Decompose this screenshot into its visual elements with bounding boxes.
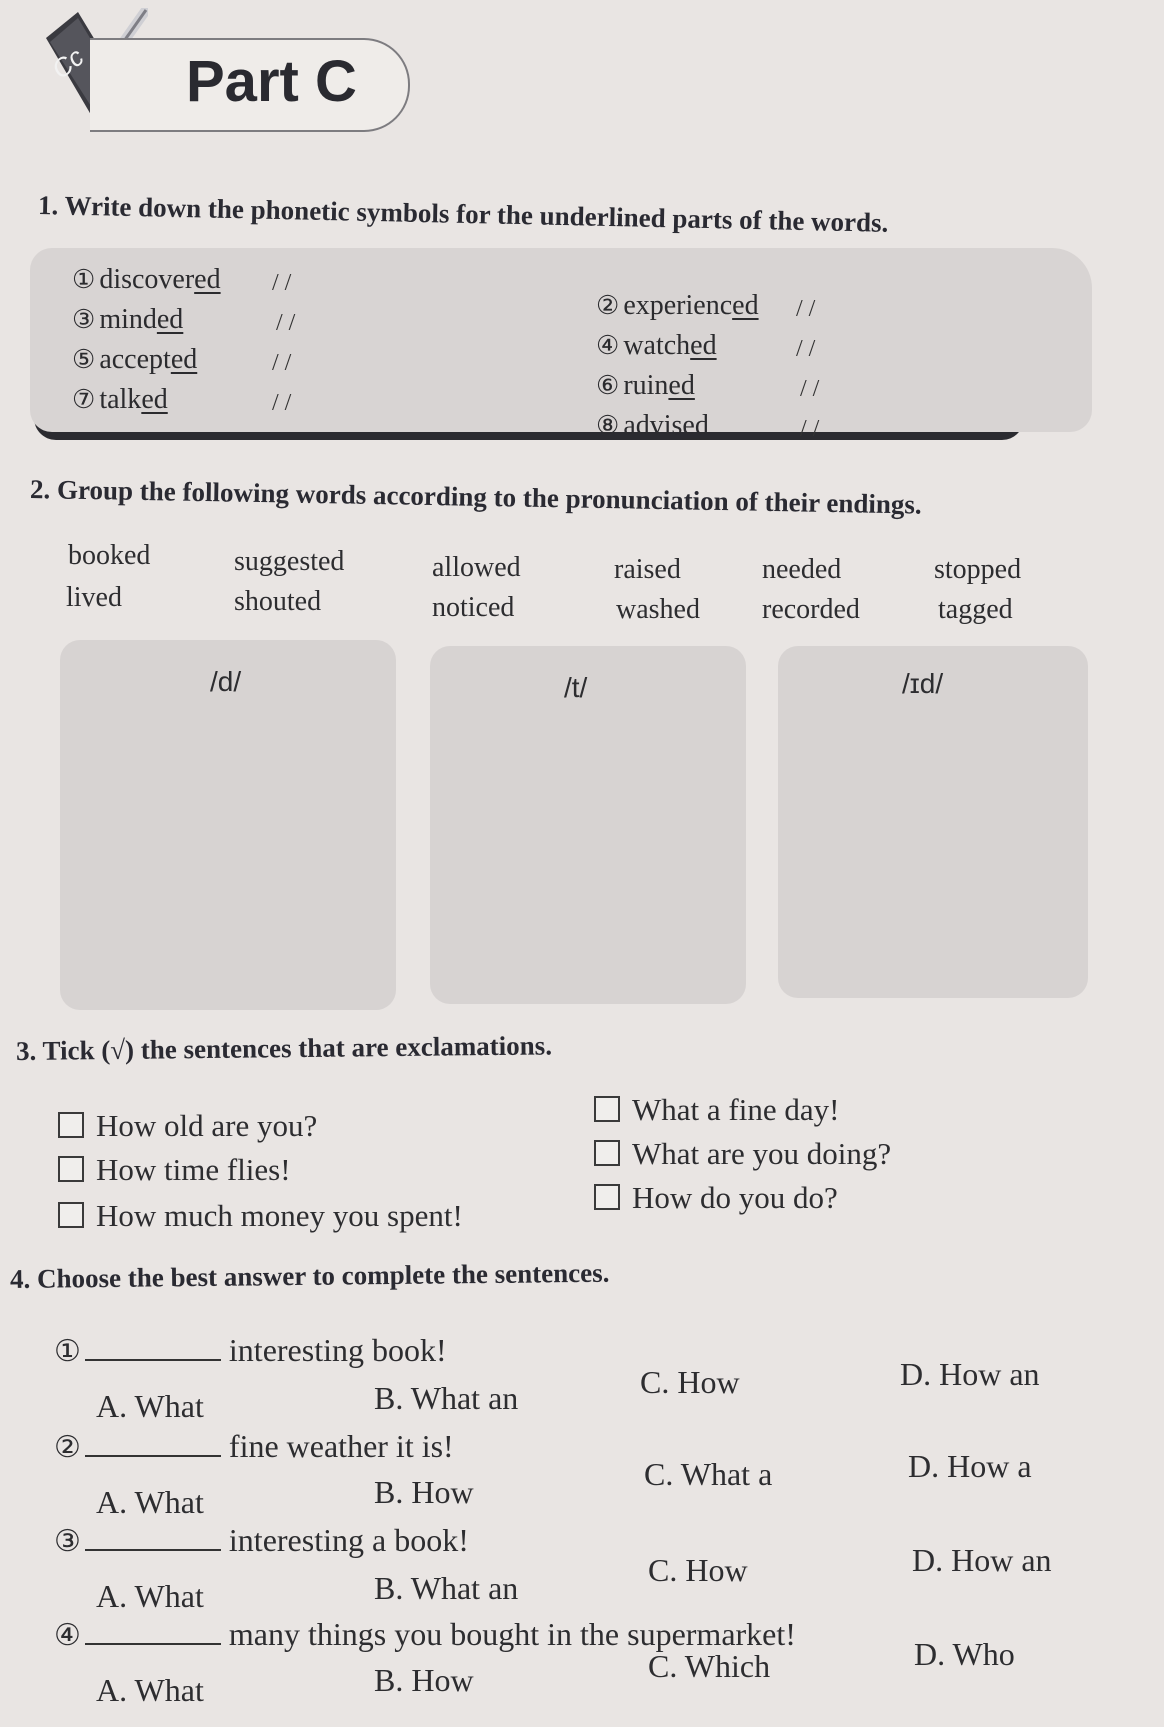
section2-heading: 2. Group the following words according to the pronunciation of their endings. xyxy=(29,474,922,520)
option-c[interactable]: C. Which xyxy=(648,1648,771,1684)
checkbox[interactable] xyxy=(58,1112,84,1138)
option-b[interactable]: B. What an xyxy=(374,1570,519,1606)
word-item-5: ⑤ accepted xyxy=(72,344,198,375)
option-d[interactable]: D. How a xyxy=(908,1448,1032,1484)
word-bank-item: lived xyxy=(66,582,122,613)
option-d[interactable]: D. How an xyxy=(912,1542,1052,1578)
answer-slashes: / / xyxy=(272,270,292,296)
checkbox[interactable] xyxy=(594,1096,620,1122)
sentence-option[interactable]: How old are you? xyxy=(58,1108,317,1144)
sentence-option[interactable]: What a fine day! xyxy=(594,1092,839,1128)
option-a[interactable]: A. What xyxy=(96,1388,204,1424)
answer-slashes: / / xyxy=(796,336,816,362)
group-label-id: /ɪd/ xyxy=(902,668,944,699)
option-b[interactable]: B. What an xyxy=(374,1380,519,1416)
option-a[interactable]: A. What xyxy=(96,1578,204,1614)
logo-text: Cc xyxy=(45,41,90,85)
sentence-option[interactable]: How do you do? xyxy=(594,1180,838,1216)
answer-blank[interactable] xyxy=(85,1435,221,1457)
word-bank-item: allowed xyxy=(432,552,521,583)
word-item-7: ⑦ talked xyxy=(72,384,168,415)
answer-slashes: / / xyxy=(272,390,292,416)
group-box-t[interactable] xyxy=(430,646,746,1004)
word-bank-item: recorded xyxy=(762,594,860,625)
checkbox[interactable] xyxy=(58,1156,84,1182)
section1-heading: 1. Write down the phonetic symbols for the underlined parts of the words. xyxy=(37,190,889,238)
word-bank-item: stopped xyxy=(934,554,1022,585)
word-bank-item: washed xyxy=(616,594,700,625)
word-bank-item: noticed xyxy=(432,592,515,623)
checkbox[interactable] xyxy=(594,1140,620,1166)
question-4: ④ many things you bought in the supermarket! xyxy=(54,1616,796,1652)
word-bank-item: shouted xyxy=(234,586,322,617)
answer-slashes: / / xyxy=(800,416,820,442)
option-c[interactable]: C. What a xyxy=(644,1456,773,1492)
checkbox[interactable] xyxy=(58,1202,84,1228)
section4-heading: 4. Choose the best answer to complete the sentences. xyxy=(9,1257,610,1294)
checkbox[interactable] xyxy=(594,1184,620,1210)
word-bank-item: needed xyxy=(762,554,842,585)
option-a[interactable]: A. What xyxy=(96,1484,204,1520)
answer-blank[interactable] xyxy=(85,1339,221,1361)
option-d[interactable]: D. How an xyxy=(900,1356,1040,1392)
word-item-6: ⑥ ruined xyxy=(596,370,695,401)
option-b[interactable]: B. How xyxy=(374,1662,474,1698)
question-2: ② fine weather it is! xyxy=(54,1428,454,1464)
word-item-3: ③ minded xyxy=(72,304,184,335)
sentence-option[interactable]: How much money you spent! xyxy=(58,1198,463,1234)
answer-slashes: / / xyxy=(796,296,816,322)
word-bank-item: raised xyxy=(614,554,681,585)
answer-blank[interactable] xyxy=(85,1623,221,1645)
option-a[interactable]: A. What xyxy=(96,1672,204,1708)
answer-slashes: / / xyxy=(800,376,820,402)
section3-heading: 3. Tick (√) the sentences that are exclamations. xyxy=(15,1030,553,1066)
part-title: Part C xyxy=(186,49,357,114)
option-c[interactable]: C. How xyxy=(648,1552,748,1588)
sentence-option[interactable]: What are you doing? xyxy=(594,1136,891,1172)
question-3: ③ interesting a book! xyxy=(54,1522,469,1558)
question-1: ① interesting book! xyxy=(54,1332,447,1368)
answer-blank[interactable] xyxy=(85,1529,221,1551)
word-bank-item: suggested xyxy=(234,546,345,577)
sentence-option[interactable]: How time flies! xyxy=(58,1152,291,1188)
group-label-t: /t/ xyxy=(564,672,588,703)
option-d[interactable]: D. Who xyxy=(914,1636,1015,1672)
word-bank-item: tagged xyxy=(938,594,1013,625)
word-item-1: ① discovered xyxy=(72,264,221,295)
word-item-4: ④ watched xyxy=(596,330,717,361)
option-b[interactable]: B. How xyxy=(374,1474,474,1510)
word-item-2: ② experienced xyxy=(596,290,759,321)
answer-slashes: / / xyxy=(276,310,296,336)
group-label-d: /d/ xyxy=(210,666,242,697)
word-bank-item: booked xyxy=(68,540,151,571)
option-c[interactable]: C. How xyxy=(640,1364,740,1400)
answer-slashes: / / xyxy=(272,350,292,376)
word-item-8: ⑧ advised xyxy=(596,410,709,441)
